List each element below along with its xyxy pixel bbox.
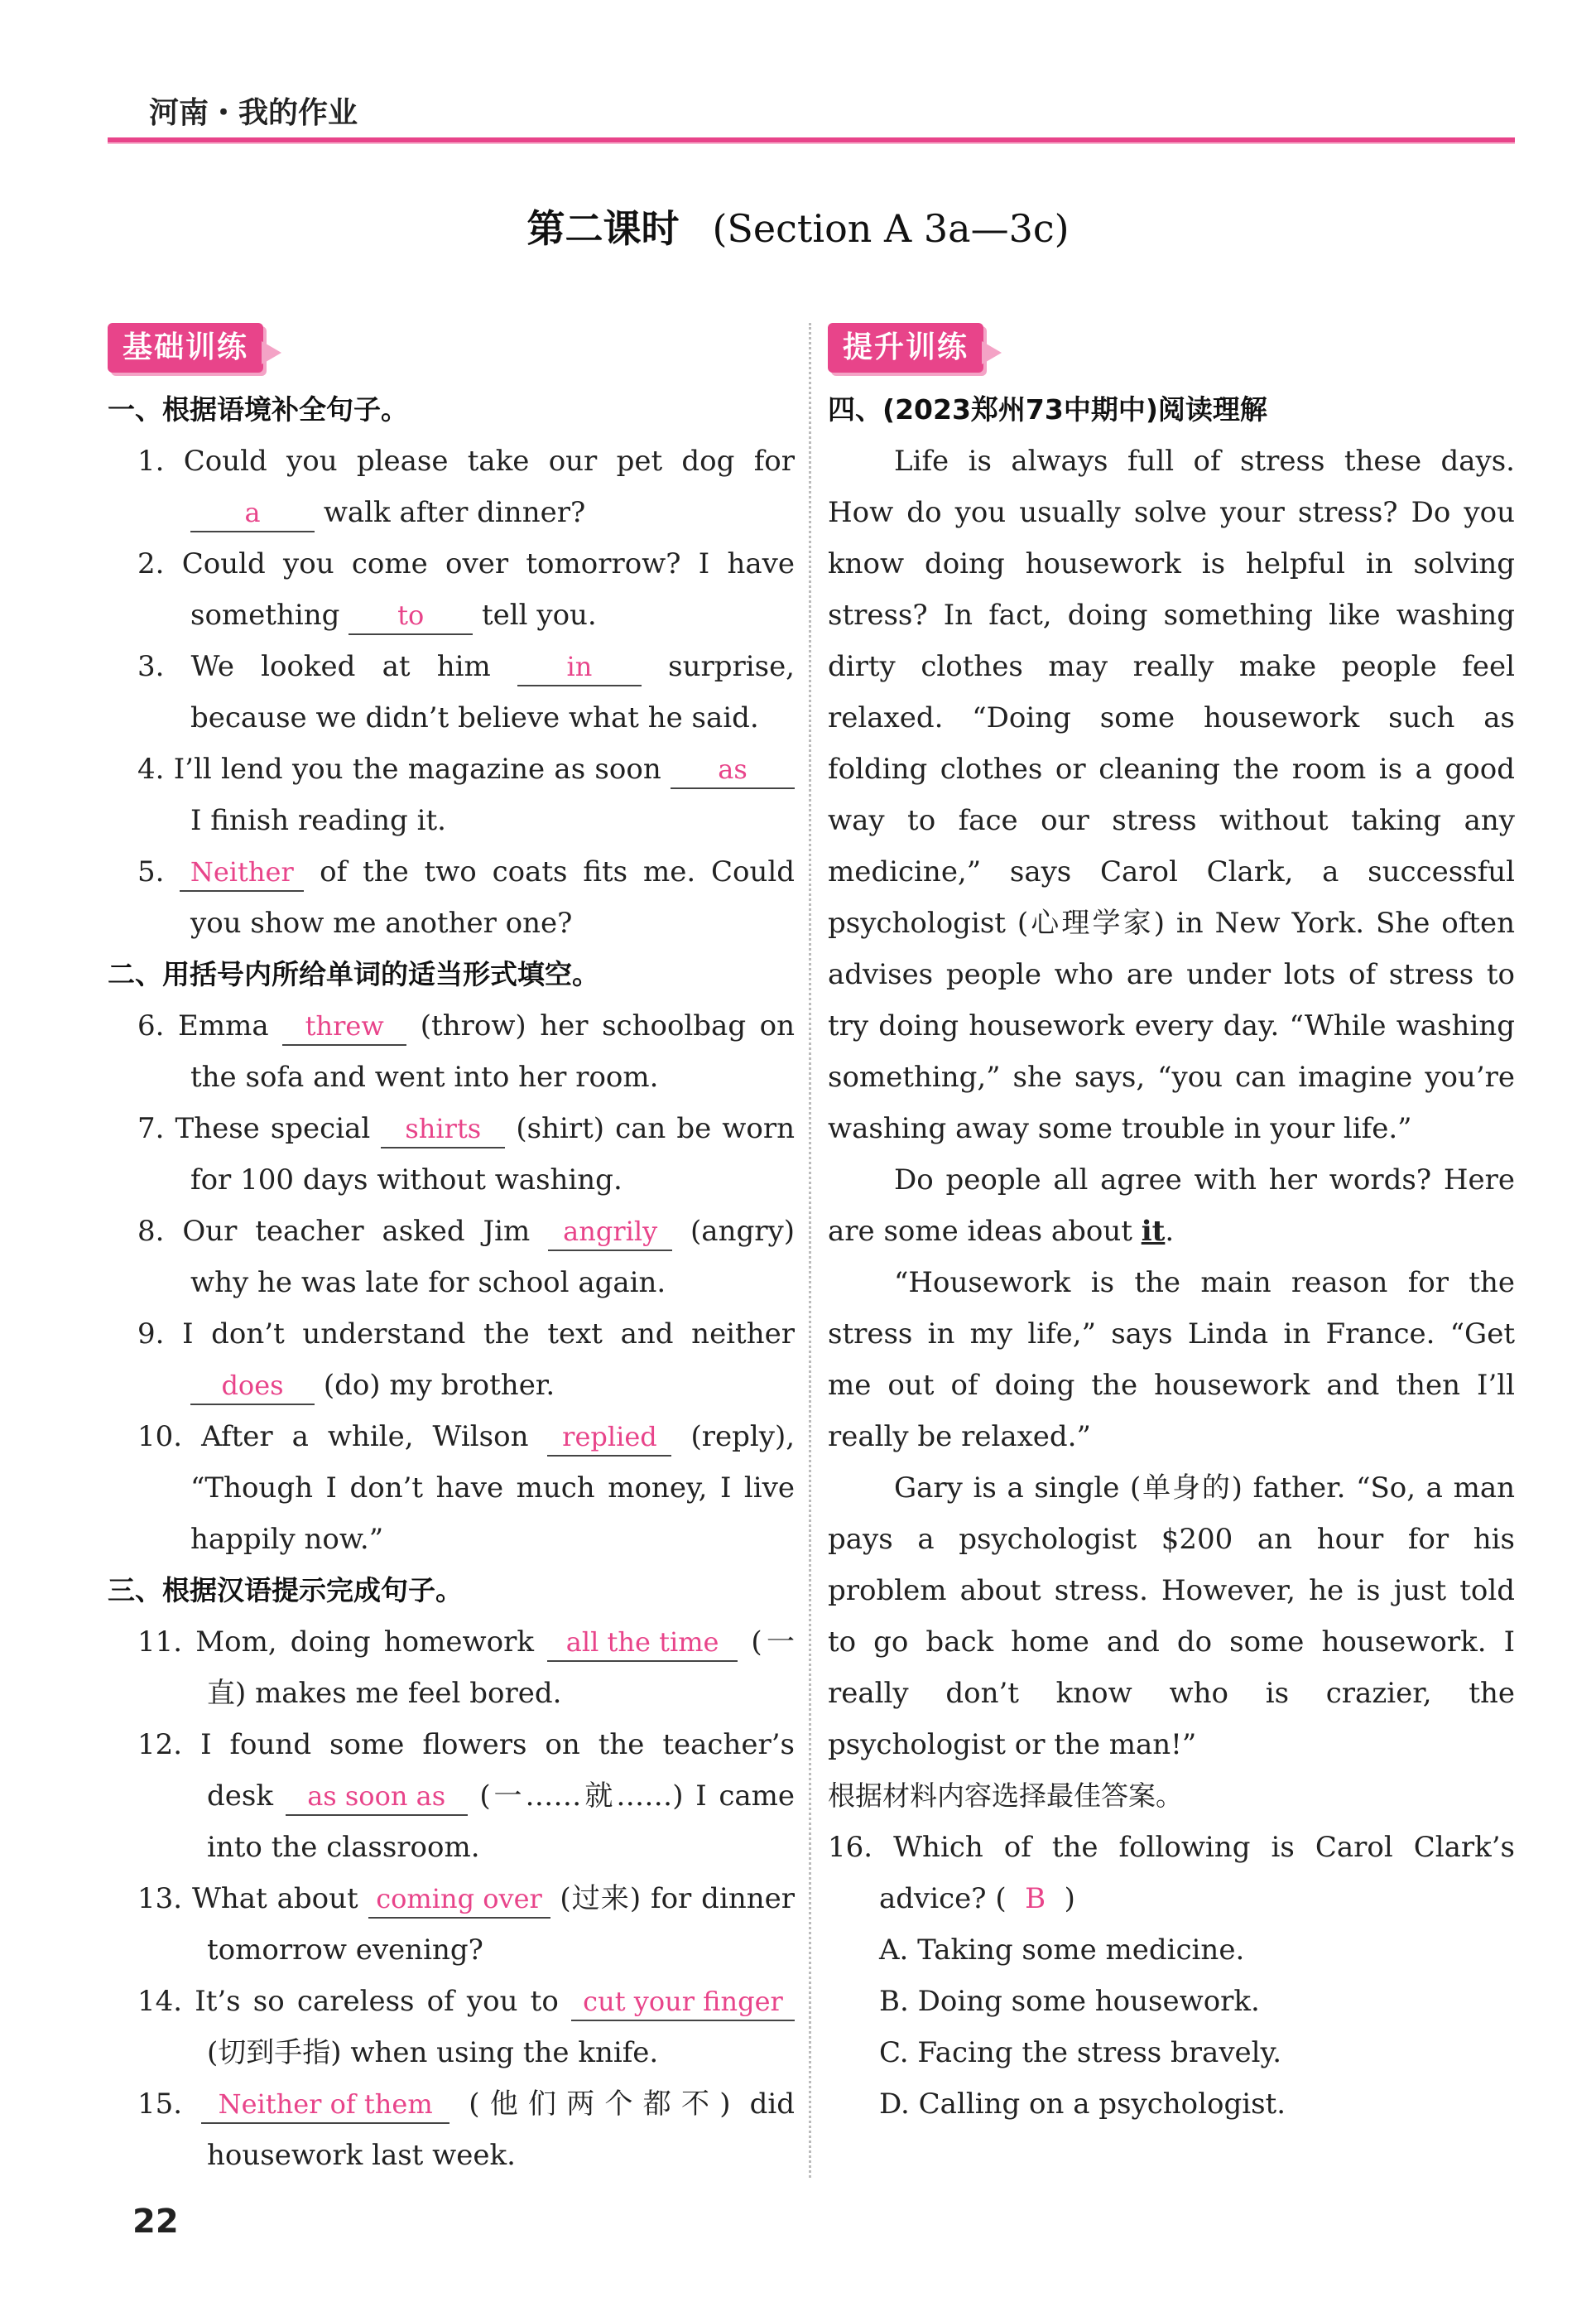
question-5: 5. Neither of the two coats fits me. Could you show me another one? bbox=[137, 855, 795, 940]
section-4-heading: 四、(2023郑州73中期中)阅读理解 bbox=[828, 393, 1267, 426]
right-column bbox=[828, 323, 1515, 2130]
header-divider bbox=[108, 137, 1515, 144]
left-column bbox=[108, 323, 795, 2181]
question-3: 3. We looked at him in surprise, because we didn’t believe what he said. bbox=[137, 650, 795, 734]
reading-instruction: 根据材料内容选择最佳答案。 bbox=[828, 1779, 1183, 1812]
underlined-word: it bbox=[1141, 1215, 1166, 1248]
question-12: 12. I found some flowers on the teacher’s desk as soon as (一……就……) I came into the classroom. bbox=[137, 1728, 796, 1864]
lesson-title-en: (Section A 3a—3c) bbox=[712, 206, 1070, 251]
answer-blank[interactable]: angrily bbox=[548, 1213, 672, 1251]
section-2-heading: 二、用括号内所给单词的适当形式填空。 bbox=[108, 958, 599, 990]
answer-blank[interactable]: to bbox=[349, 597, 473, 635]
option-d[interactable]: D. Calling on a psychologist. bbox=[879, 2087, 1286, 2121]
question-9: 9. I don’t understand the text and neither does (do) my brother. bbox=[108, 1308, 795, 1411]
reading-paragraph-1: Life is always full of stress these days. How do you usually solve your stress? Do you know doing housework is helpful in solving stress? In fact, doing something like washing dirty clothes may really make people feel relaxed. “Doing some housework such as folding clothes or cleaning the room is a good way to face our stress without taking any medicine,” says Carol Clark, a successful psychologist (心理学家) in New York. She often advises people who are under lots of stress to try doing housework every day. “While washing something,” she says, “you can imagine you’re washing away some trouble in your life.” bbox=[828, 445, 1515, 1145]
answer-choice[interactable]: B bbox=[1025, 1882, 1046, 1915]
question-2: 2. Could you come over tomorrow? I have something to tell you. bbox=[108, 538, 795, 641]
answer-blank[interactable]: a bbox=[190, 494, 315, 532]
answer-blank[interactable]: all the time bbox=[547, 1624, 738, 1662]
answer-blank[interactable]: threw bbox=[282, 1008, 406, 1046]
question-15: 15. Neither of them (他们两个都不) did housework last week. bbox=[137, 2087, 795, 2172]
question-8: 8. Our teacher asked Jim angrily (angry) why he was late for school again. bbox=[137, 1215, 795, 1299]
column-divider bbox=[809, 323, 811, 2178]
question-1: 1. Could you please take our pet dog for a walk after dinner? bbox=[108, 436, 795, 538]
question-13: 13. What about coming over (过来) for dinner tomorrow evening? bbox=[137, 1882, 795, 1967]
question-7: 7. These special shirts (shirt) can be worn for 100 days without washing. bbox=[137, 1112, 796, 1197]
question-14: 14. It’s so careless of you to cut your finger (切到手指) when using the knife. bbox=[108, 1976, 795, 2078]
answer-blank[interactable]: in bbox=[517, 648, 642, 686]
answer-blank[interactable]: coming over bbox=[368, 1880, 550, 1919]
basic-training-tag: 基础训练 bbox=[108, 323, 263, 373]
answer-blank[interactable]: cut your finger bbox=[571, 1983, 795, 2021]
question-6: 6. Emma threw (throw) her schoolbag on the sofa and went into her room. bbox=[137, 1009, 796, 1094]
answer-blank[interactable]: as soon as bbox=[286, 1778, 468, 1816]
header-title: 河南・我的作业 bbox=[149, 96, 358, 130]
option-c[interactable]: C. Facing the stress bravely. bbox=[879, 2036, 1282, 2069]
answer-blank[interactable]: replied bbox=[547, 1418, 671, 1457]
section-3-heading: 三、根据汉语提示完成句子。 bbox=[108, 1574, 463, 1606]
answer-blank[interactable]: does bbox=[190, 1367, 315, 1405]
lesson-title-zh: 第二课时 bbox=[526, 206, 680, 251]
question-11: 11. Mom, doing homework all the time (一直) makes me feel bored. bbox=[137, 1625, 795, 1710]
reading-paragraph-2: Do people all agree with her words? Here are some ideas about it. bbox=[828, 1163, 1515, 1248]
section-1-heading: 一、根据语境补全句子。 bbox=[108, 393, 408, 426]
question-10: 10. After a while, Wilson replied (reply), “Though I don’t have much money, I live happily now.” bbox=[137, 1420, 796, 1556]
question-4: 4. I’ll lend you the magazine as soon as I finish reading it. bbox=[108, 744, 795, 846]
question-16: 16. Which of the following is Carol Clark’s advice? ( B ) bbox=[828, 1822, 1515, 1924]
advanced-training-tag: 提升训练 bbox=[828, 323, 983, 373]
option-b[interactable]: B. Doing some housework. bbox=[879, 1985, 1260, 2018]
option-a[interactable]: A. Taking some medicine. bbox=[879, 1933, 1245, 1967]
answer-blank[interactable]: Neither bbox=[180, 854, 304, 892]
reading-paragraph-4: Gary is a single (单身的) father. “So, a man pays a psychologist $200 an hour for his problem about stress. However, he is just told to go back home and do some housework. I really don’t know who is crazier, the psychologist or the man!” bbox=[828, 1471, 1515, 1761]
page-number: 22 bbox=[132, 2203, 179, 2241]
answer-blank[interactable]: shirts bbox=[381, 1110, 505, 1148]
answer-blank[interactable]: Neither of them bbox=[201, 2086, 449, 2124]
lesson-title bbox=[0, 199, 1596, 253]
answer-blank[interactable]: as bbox=[671, 751, 795, 789]
reading-paragraph-3: “Housework is the main reason for the stress in my life,” says Linda in France. “Get me out of doing the housework and then I’ll really be relaxed.” bbox=[828, 1266, 1515, 1453]
